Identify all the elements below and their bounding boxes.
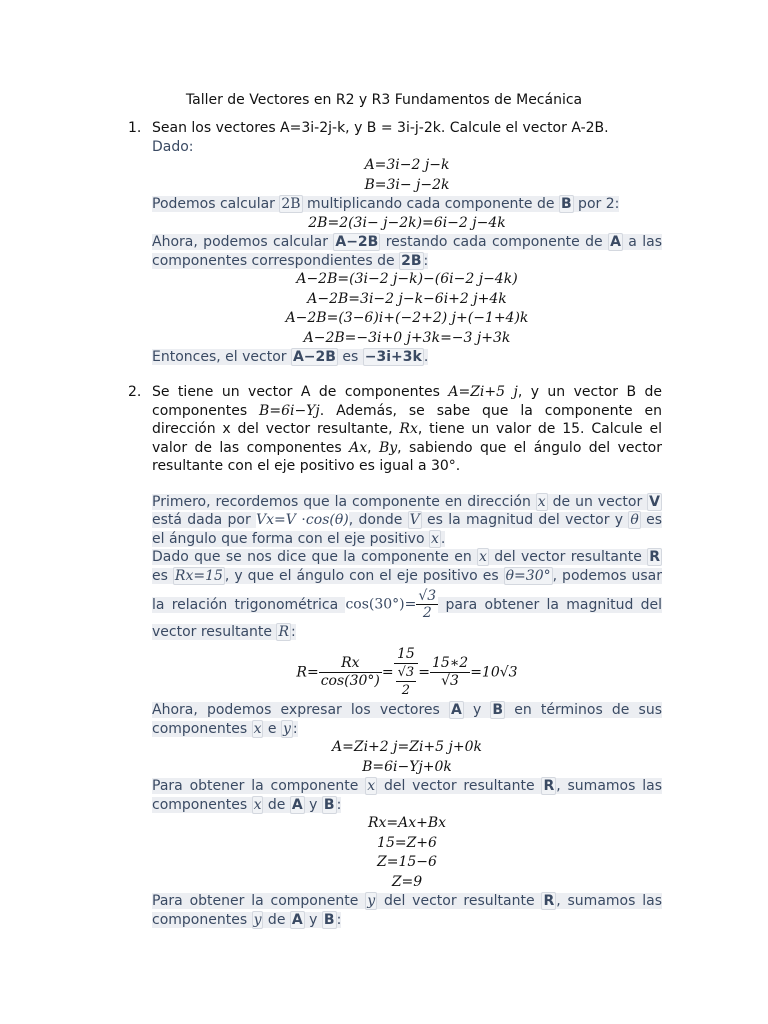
equation: A=Zi+2 j=Zi+5 j+0k <box>332 739 482 755</box>
equation: B=3i− j−2k <box>364 176 450 193</box>
problem-statement: Se tiene un vector A de componentes A=Zi+5 j, y un vector B de componentes B=6i−Yj. Además, se sabe que la componente en dirección x del vector resultante, Rx, tiene un valor de 15. Calcule el valor de las componentes Ax, By, sabiendo que el ángulo del vector resultante con el eje positivo es igual a 30°. <box>152 384 663 474</box>
answer-conclusion: Entonces, el vector A−2B es −3i+3k . <box>152 349 429 365</box>
equation-magnitude: R= $\frac{Rx}{\cos(30^\circ)}$ = $\frac{15}{\frac{√3}{2}}$ = $\frac{15∗2}{√3}$ =10√3 <box>296 646 518 698</box>
equation: A=3i−2 j−k <box>364 157 450 173</box>
problem-number: 1. <box>128 120 142 136</box>
answer-paragraph: Ahora, podemos expresar los vectores A y B en términos de sus componentes x e y : <box>152 702 663 737</box>
equation: Z=9 <box>391 873 423 890</box>
answer-paragraph: Ahora, podemos calcular A−2B restando cada componente de A a las componentes correspondientes de 2B : <box>152 234 663 269</box>
answer-paragraph: Dado que se nos dice que la componente en x del vector resultante R es Rx=15 , y que el ángulo con el eje positivo es θ=30° , podemos usar la relación trigonométrica cos(30°)= $\frac{√3}{2}$ para obtener la magnitud del vector resultante R : <box>152 549 663 640</box>
problem-1 <box>128 119 663 367</box>
equation: Z=15−6 <box>377 854 437 870</box>
problem-statement: Sean los vectores A=3i-2j-k, y B = 3i-j-2k. Calcule el vector A-2B. <box>152 120 609 136</box>
equation: Rx=Ax+Bx <box>367 815 447 831</box>
given-label: Dado: <box>152 138 194 155</box>
answer-paragraph: Podemos calcular 2B multiplicando cada componente de B por 2: <box>152 196 620 212</box>
equation: A−2B=3i−2 j−k−6i+2 j+4k <box>307 290 507 307</box>
equation: 15=Z+6 <box>377 834 437 851</box>
equation: B=6i−Yj+0k <box>362 758 452 775</box>
answer-paragraph: Para obtener la componente x del vector resultante R , sumamos las componentes x de A y B : <box>152 778 663 813</box>
equation: A−2B=(3−6)i+(−2+2) j+(−1+4)k <box>285 310 529 326</box>
document-title: Taller de Vectores en R2 y R3 Fundamentos de Mecánica <box>185 92 583 108</box>
answer-paragraph: Para obtener la componente y del vector resultante R , sumamos las componentes y de A y B : <box>152 893 662 928</box>
answer-paragraph: Primero, recordemos que la componente en dirección x de un vector V está dada por Vx=V ⋅cos(θ), donde V es la magnitud del vector y θ es el ángulo que forma con el eje positivo x . <box>152 493 662 547</box>
problem-2 <box>128 383 663 929</box>
equation: A−2B=−3i+0 j+3k=−3 j+3k <box>303 329 511 346</box>
problem-number: 2. <box>128 384 142 400</box>
equation: 2B=2(3i− j−2k)=6i−2 j−4k <box>308 214 506 231</box>
equation: A−2B=(3i−2 j−k)−(6i−2 j−4k) <box>296 271 518 287</box>
